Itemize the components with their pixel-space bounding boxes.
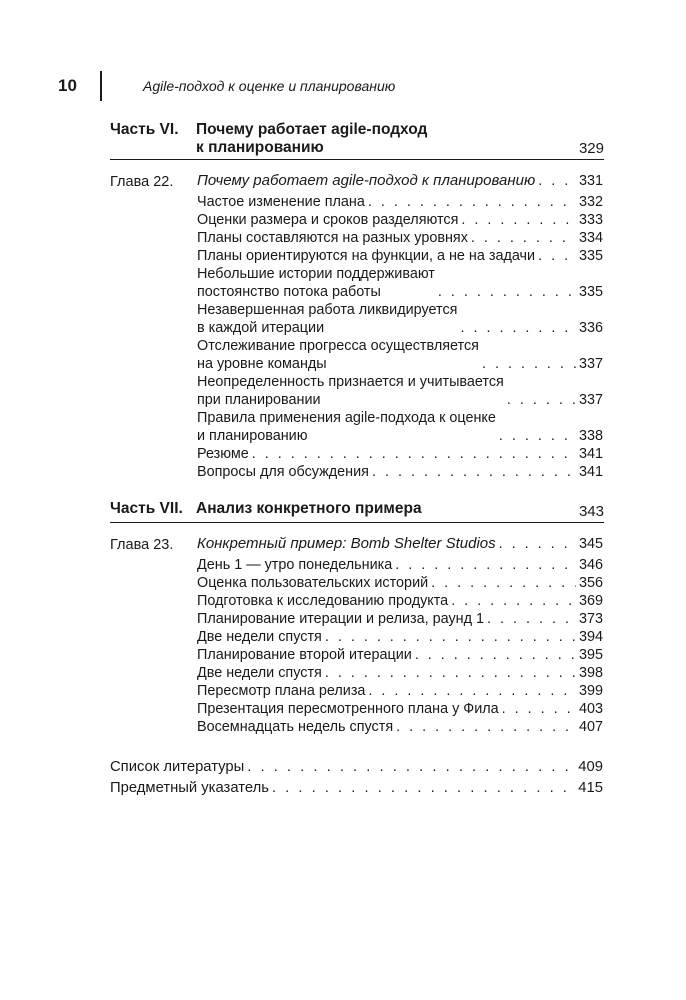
toc-section-title: Резюме: [197, 446, 249, 462]
toc-section-title: Отслеживание прогресса осуществляется на уровне команды: [197, 338, 479, 372]
dot-leader: [272, 779, 575, 797]
toc-page-number: 415: [578, 780, 603, 796]
chapter-label: Глава 22.: [110, 174, 174, 190]
back-matter-entry: [110, 779, 603, 797]
toc-section-title: Оценка пользовательских историй: [197, 575, 429, 591]
dot-leader: [325, 628, 576, 646]
toc-section-entry: [197, 193, 603, 211]
chapter-title-entry: [197, 172, 603, 190]
toc-section-entry: [197, 409, 603, 445]
toc-page-number: 407: [578, 719, 603, 735]
back-matter-entry: [110, 758, 603, 776]
dot-leader: [487, 610, 576, 628]
chapter-title: Почему работает agile-подход к планированию: [197, 172, 536, 189]
toc-section-entry: [197, 265, 603, 301]
dot-leader: [499, 535, 576, 553]
toc-section-title: День 1 — утро понедельника: [197, 557, 393, 573]
toc-section-entry: [197, 463, 603, 481]
toc-page-number: 333: [578, 212, 603, 228]
toc-page-number: 335: [578, 284, 603, 300]
toc-page-number: 403: [578, 701, 603, 717]
dot-leader: [372, 463, 576, 481]
toc-section-title: Восемнадцать недель спустя: [197, 719, 394, 735]
toc-section-entry: [197, 646, 603, 664]
toc-section-title: Незавершенная работа ликвидируется в каждой итерации: [197, 302, 458, 336]
chapter-label: Глава 23.: [110, 537, 174, 553]
dot-leader: [325, 664, 576, 682]
toc-page-number: 398: [578, 665, 603, 681]
toc-section-entry: [197, 445, 603, 463]
page-header: [58, 74, 618, 102]
toc-page-number: 338: [578, 428, 603, 444]
toc-page-number: 369: [578, 593, 603, 609]
dot-leader: [415, 646, 576, 664]
chapter-title: Конкретный пример: Bomb Shelter Studios: [197, 535, 496, 552]
toc-page-number: 331: [578, 173, 603, 189]
toc-section-title: Оценки размера и сроков разделяются: [197, 212, 459, 228]
dot-leader: [460, 319, 576, 337]
part-heading: [110, 500, 604, 523]
toc-page-number: 345: [578, 536, 603, 552]
toc-page-number: 334: [578, 230, 603, 246]
toc-page-number: 341: [578, 464, 603, 480]
toc-section-title: Планирование второй итерации: [197, 647, 412, 663]
part-label: Часть VI.: [110, 121, 179, 138]
toc-page-number: 346: [578, 557, 603, 573]
toc-section-entry: [197, 664, 603, 682]
toc-page-number: 335: [578, 248, 603, 264]
toc-section-title: Пересмотр плана релиза: [197, 683, 366, 699]
toc-page-number: 409: [578, 759, 603, 775]
toc-section-entry: [197, 373, 603, 409]
toc-section-title: Небольшие истории поддерживают постоянство потока работы: [197, 266, 435, 300]
back-matter-title: Предметный указатель: [110, 780, 269, 796]
toc-page-number: 337: [578, 392, 603, 408]
toc-page-number: 341: [578, 446, 603, 462]
dot-leader: [538, 247, 576, 265]
toc-section-title: Подготовка к исследованию продукта: [197, 593, 449, 609]
part-title: Почему работает agile-подход к планированию: [196, 121, 428, 156]
toc-section-entry: [197, 718, 603, 736]
back-matter-title: Список литературы: [110, 759, 245, 775]
toc-section-entry: [197, 556, 603, 574]
toc-section-title: Неопределенность признается и учитывается при планировании: [197, 374, 504, 408]
dot-leader: [368, 682, 576, 700]
toc-section-title: Две недели спустя: [197, 665, 322, 681]
part-title: Анализ конкретного примера: [196, 500, 422, 517]
dot-leader: [368, 193, 576, 211]
dot-leader: [507, 391, 576, 409]
toc-section-entry: [197, 592, 603, 610]
toc-section-entry: [197, 337, 603, 373]
toc-section-title: Частое изменение плана: [197, 194, 365, 210]
page-number: 10: [58, 76, 77, 95]
toc-section-entry: [197, 229, 603, 247]
dot-leader: [451, 592, 576, 610]
part-page: 329: [578, 140, 604, 157]
toc-page-number: 332: [578, 194, 603, 210]
toc-section-entry: [197, 682, 603, 700]
running-title: Agile-подход к оценке и планированию: [143, 78, 396, 94]
dot-leader: [396, 718, 576, 736]
dot-leader: [538, 172, 576, 190]
toc-section-entry: [197, 247, 603, 265]
toc-section-title: Планирование итерации и релиза, раунд 1: [197, 611, 484, 627]
dot-leader: [431, 574, 576, 592]
toc-section-title: Планы ориентируются на функции, а не на задачи: [197, 248, 536, 264]
toc-section-entry: [197, 700, 603, 718]
toc-section-title: Две недели спустя: [197, 629, 322, 645]
toc-section-title: Планы составляются на разных уровнях: [197, 230, 468, 246]
toc-page-number: 373: [578, 611, 603, 627]
toc-section-title: Правила применения agile-подхода к оценке и планированию: [197, 410, 496, 444]
dot-leader: [252, 445, 576, 463]
chapter-title-entry: [197, 535, 603, 553]
toc-section-entry: [197, 574, 603, 592]
dot-leader: [461, 211, 576, 229]
toc-section-entry: [197, 628, 603, 646]
toc-page-number: 337: [578, 356, 603, 372]
dot-leader: [438, 283, 576, 301]
toc-section-entry: [197, 610, 603, 628]
toc-section-title: Вопросы для обсуждения: [197, 464, 369, 480]
part-label: Часть VII.: [110, 500, 183, 517]
toc-page-number: 395: [578, 647, 603, 663]
dot-leader: [395, 556, 576, 574]
part-heading: [110, 121, 604, 160]
toc-page-number: 399: [578, 683, 603, 699]
toc-section-entry: [197, 211, 603, 229]
toc-page-number: 394: [578, 629, 603, 645]
part-page: 343: [578, 503, 604, 520]
dot-leader: [482, 355, 576, 373]
header-divider: [100, 71, 102, 101]
toc-section-title: Презентация пересмотренного плана у Фила: [197, 701, 499, 717]
dot-leader: [502, 700, 576, 718]
toc-page-number: 336: [578, 320, 603, 336]
dot-leader: [247, 758, 575, 776]
toc-section-entry: [197, 301, 603, 337]
dot-leader: [471, 229, 576, 247]
dot-leader: [499, 427, 576, 445]
toc-page-number: 356: [578, 575, 603, 591]
